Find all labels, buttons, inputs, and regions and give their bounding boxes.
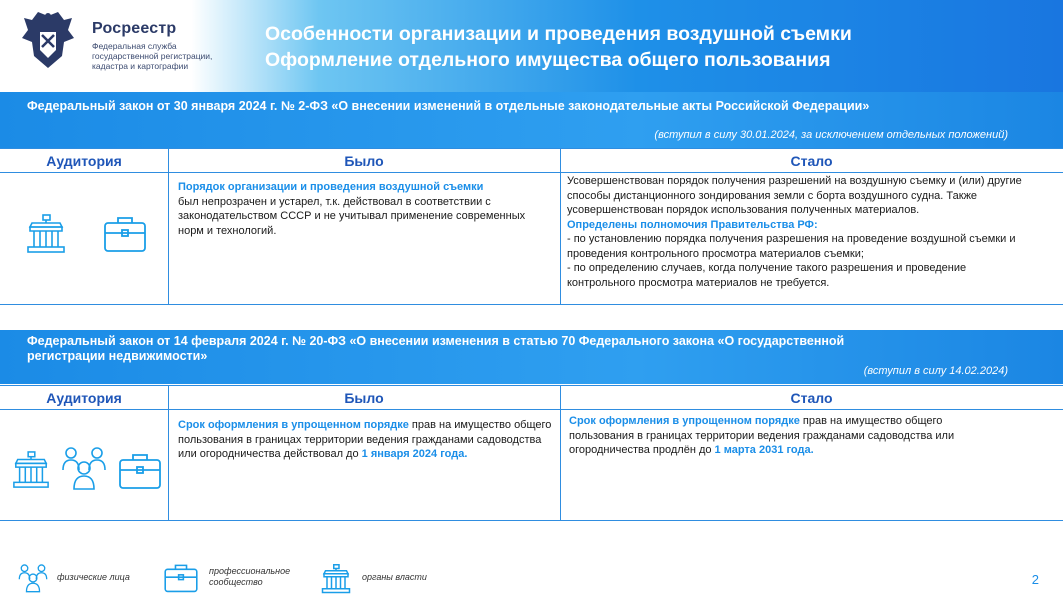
briefcase-icon [163, 563, 199, 593]
people-group-icon [61, 444, 107, 492]
header-was: Было [344, 153, 384, 169]
became-cell-1 [567, 174, 1027, 290]
header-became: Стало [790, 390, 833, 406]
law-title-2-line-2: регистрации недвижимости» [27, 349, 208, 363]
was-highlight-2: Срок оформления в упрощенном порядке [178, 419, 409, 431]
became-cell-2 [569, 414, 989, 458]
brand-block [92, 20, 222, 71]
was-cell-2 [178, 418, 553, 462]
column-divider [560, 386, 561, 521]
became-item-2: - по определению случаев, когда получение такого разрешения и проведение контрольного просмотра материалов не требуется. [567, 262, 967, 289]
became-highlight-1: Определены полномочия Правительства РФ: [567, 218, 818, 231]
brand-subtitle: Федеральная служба государственной регистрации, кадастра и картографии [92, 41, 213, 71]
header-audience: Аудитория [46, 153, 122, 169]
header-audience: Аудитория [46, 390, 122, 406]
title-line-1: Особенности организации и проведения воздушной съемки [265, 23, 852, 45]
was-date: 1 января 2024 года. [361, 448, 468, 460]
became-text-1: Усовершенствован порядок получения разрешений на воздушную съемку и (или) другие способы дистанционного зондирования земли с борта воздушного судна. Также усовершенствован порядок использования полученных материалов. [567, 175, 1022, 216]
table-bottom-border [0, 520, 1063, 521]
comparison-table-2 [0, 385, 1063, 521]
government-building-icon [12, 450, 50, 490]
law-bar-1 [0, 92, 1063, 148]
table-bottom-border [0, 304, 1063, 305]
was-cell-1 [178, 180, 553, 238]
law-title-1: Федеральный закон от 30 января 2024 г. № 2-ФЗ «О внесении изменений в отдельные законодательные акты Российской Федерации» [27, 99, 870, 113]
header-became: Стало [790, 153, 833, 169]
briefcase-icon [118, 452, 162, 490]
law-title-2-line-1: Федеральный закон от 14 февраля 2024 г. № 20-ФЗ «О внесении изменения в статью 70 Федерального закона «О государственной [27, 334, 845, 348]
header-was: Было [344, 390, 384, 406]
table-header-2 [0, 386, 1063, 410]
header-banner [0, 0, 1063, 92]
column-divider [168, 386, 169, 521]
table-header-1 [0, 149, 1063, 173]
became-highlight-2: Срок оформления в упрощенном порядке [569, 415, 800, 427]
people-group-icon [18, 562, 48, 594]
briefcase-icon [103, 215, 147, 253]
page-title [265, 21, 852, 73]
column-divider [168, 149, 169, 305]
was-highlight-1: Порядок организации и проведения воздушной съемки [178, 181, 484, 193]
rosreestr-emblem-icon [18, 8, 78, 78]
became-date: 1 марта 2031 года. [714, 444, 814, 456]
law-note-1: (вступил в силу 30.01.2024, за исключением отдельных положений) [654, 129, 1008, 141]
legend-individuals: физические лица [57, 572, 130, 582]
column-divider [560, 149, 561, 305]
was-text-1: был непрозрачен и устарел, т.к. действовал в соответствии с законодательством СССР и не учитывал применение современных норм и технологий. [178, 195, 526, 237]
law-title-2 [27, 334, 844, 364]
page-number: 2 [1031, 572, 1039, 587]
legend-authorities: органы власти [362, 572, 427, 582]
became-text-2: прав на имущество общего пользования в границах территории ведения гражданами садоводства или огородничества продлён до [569, 415, 955, 456]
law-bar-2 [0, 330, 1063, 384]
law-note-2: (вступил в силу 14.02.2024) [863, 365, 1008, 377]
legend-professional: профессиональное сообщество [209, 566, 291, 587]
was-text-2: прав на имущество общего пользования в границах территории ведения гражданами садоводства или огородничества действовал до [178, 419, 552, 460]
title-line-2: Оформление отдельного имущества общего пользования [265, 49, 831, 71]
comparison-table-1 [0, 148, 1063, 305]
brand-name: Росреестр [92, 20, 177, 37]
became-item-1: - по установлению порядка получения разрешения на проведение воздушной съемки и проведения контрольного просмотра материалов съемки; [567, 233, 1016, 260]
government-building-icon [321, 563, 351, 595]
government-building-icon [26, 213, 66, 255]
